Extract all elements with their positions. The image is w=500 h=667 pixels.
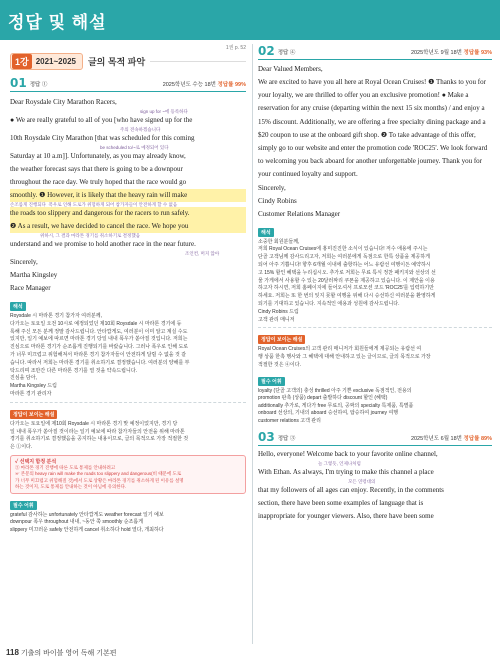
trap-line: 가 너무 미끄럽고 위험해질 것)에서 도로 상황은 마라톤 경기를 취소하게 된 이유를 설명 — [15, 477, 184, 483]
chapter-rule — [150, 61, 246, 62]
passage-paragraph: We are excited to have you all here at Royal Ocean Cruises! ❶ Thanks to you for your loyalty, we are thrilled to offer you an exclusive promotion! ● Make a reservation for any cruise (departing within the next 15 six months) / and enjoy a 15% discount. Additionally, we are offering a free specialty dining package and a $20 coupon to use at the onboard gift shop. ❷ To take advantage of this offer, simply go to our website and enter the promotion code 'ROC25'. We look forward to welcoming you back aboard for another unforgettable journey. Thank you for your continued loyalty and support. — [258, 78, 488, 179]
passage-line: section, there have been some examples of language that is — [258, 499, 424, 508]
passage-line: the weather forecast says that there is going to be a downpour — [10, 165, 183, 173]
solution-line: 적절한 것은 ④이다. — [258, 361, 301, 368]
translation-line: 있지만, 일기 예보에 따르면 마라톤 경기 당일 내내 폭우가 쏟아질 것입니다. 저희는 — [10, 336, 188, 343]
translation-line: Roysdale 시 마라톤 경기 참가자 여러분께, — [10, 313, 102, 319]
passage-line: Martha Kingsley — [10, 271, 58, 279]
vocab-line: grateful 감사하는 unfortunately 안타깝게도 weather forecast 일기 예보 — [10, 511, 164, 518]
closing-line: Customer Relations Manager — [258, 209, 341, 218]
question-answer: 정답 ③ — [277, 436, 296, 443]
vocab-note: be scheduled to/~로 예정되어 있다 — [100, 145, 169, 150]
passage-line: ● We are really grateful to all of you [who have signed up for the — [10, 116, 193, 124]
vocab-line: onboard 선상의, 기내의 aboard 승선하여, 탑승하여 journey 여행 — [258, 410, 399, 417]
vocab-note: 조언컨, 머지 않아 — [185, 251, 220, 256]
trap-line: 하는 것이지, 도로 통제를 안내하는 것이 아님에 유의한다. — [15, 484, 127, 490]
vocab-line: customer relations 고객 관리 — [258, 417, 321, 424]
solution-line: 경기를 취소하기로 결정했음을 공지하는 내용이므로, 글의 목적으로 가장 적절한 것 — [10, 436, 189, 443]
solution-label: 정답이 보이는 해설 — [258, 335, 305, 344]
header-title: 정답 및 해설 — [8, 13, 107, 32]
closing-line: Sincerely, — [258, 183, 286, 192]
translation-line: 하고자 하시면, 저희 홈페이지에 들어오셔서 프로모션 코드 'ROC25'를 입력하기만 — [258, 285, 434, 292]
vocab-line: loyalty (단골 고객의) 충성 thrilled 아주 기쁜 exclusive 독점적인, 전용의 — [258, 387, 412, 394]
section-divider — [10, 402, 246, 403]
accuracy-rate: 정답률 89% — [463, 436, 492, 443]
translation-line: 단골 고객님께 감사드리고자, 저희는 여러분에게 독점으로 한특 상품을 제공하게 — [258, 254, 430, 261]
passage-line: Hello, everyone! Welcome back to your favorite online channel, — [258, 450, 438, 459]
passage-line: inappropriate for younger viewers. Also, there have been some — [258, 512, 434, 521]
vocab-label: 필수 어휘 — [258, 377, 285, 386]
vocab-note: 손조롭게 진행되다 — [10, 202, 47, 207]
question-number: 02 — [258, 44, 275, 58]
passage-line: throughout the race day. We truly hoped that the race would go — [10, 178, 187, 186]
chapter-badge — [10, 53, 83, 70]
passage-line: 10th Roysdale City Marathon [that was scheduled for this coming — [10, 134, 195, 142]
solution-label: 정답이 보이는 해설 — [10, 410, 57, 419]
translation-label: 해석 — [10, 302, 26, 311]
passage-line-key: the roads too slippery and dangerous for the racers to run safely. — [10, 207, 246, 220]
exam-source: 2025학년도 수능 18번 — [162, 82, 216, 88]
solution-line: 은 ①이다. — [10, 444, 33, 451]
left-column — [10, 44, 246, 534]
letter-salutation: Dear Valued Members, — [258, 65, 323, 73]
translation-line: 소중한 회원분들께, — [258, 238, 300, 245]
vocab-line: slippery 미끄러운 safely 안전하게 cancel 취소하다 hold 열다, 개최하다 — [10, 526, 164, 533]
solution-line: 다가오는 토요일에 제10회 Roysdale 시 마라톤 경기 맞 예정이었지만, 경기 당 — [10, 420, 178, 427]
vocab-note: sign up for ~에 등록하다 — [140, 109, 188, 114]
solution-line: 행 상품 한촉 행사와 그 혜택에 대해 안내하고 있는 글이므로, 글의 목적으로 가장 — [258, 354, 431, 361]
translation-line: Martha Kingsley 드림 — [10, 383, 57, 390]
translation-line: 마라톤 경기 관리자 — [10, 390, 52, 397]
question-answer: 정답 ① — [29, 82, 48, 88]
translation-line: 물 가게에서 사용할 수 있는 20달러짜리 쿠폰을 제공하고 있습니다. 이 제안을 이용 — [258, 277, 435, 284]
translation-line: 고객 관리 매니저 — [258, 316, 295, 323]
exam-source: 2025학년도 6월 18번 — [410, 436, 462, 443]
chapter-banner — [10, 53, 246, 70]
question-3-header — [258, 430, 492, 446]
translation-line: 저희 Royal Ocean Cruises에 홍미진진한 소식이 있습니다! 저수 애용에 주시는 — [258, 246, 428, 253]
book-reference: 1권 p. 52 — [225, 45, 246, 51]
trap-line: ☞ 본문의 heavy rain will make the roads too slippery and dangerous(비 때문에 도로 — [15, 471, 182, 477]
chapter-number: 1강 — [12, 54, 32, 69]
exam-source: 2025학년도 9월 18번 — [410, 50, 462, 56]
trap-analysis-box — [10, 455, 246, 494]
translation-line: Cindy Robins 드림 — [258, 308, 299, 315]
vocab-line: promotion 판촉 (상품) depart 출발하다 discount 할인 (혜택) — [258, 395, 388, 402]
vocab-note: 위하시, 그 결과 마라톤 경기를 취소하기로 결정했음 — [40, 233, 141, 238]
column-divider — [252, 44, 253, 644]
trap-line: ⑤ 마라톤 경기 진행에 따른 도로 통제를 안내하려고 — [15, 464, 116, 470]
passage-line: that my followers of all ages can enjoy. Recently, in the comments — [258, 486, 444, 495]
section-divider — [258, 327, 492, 328]
passage-line: Race Manager — [10, 284, 51, 292]
question-answer: 정답 ④ — [277, 50, 296, 56]
vocab-note: 늘 그렇듯, 언제나처럼 — [318, 461, 361, 467]
vocab-note: 주의 전속하겠습니다 — [120, 127, 161, 132]
answer-key-header — [0, 0, 500, 40]
chapter-title: 글의 목적 파악 — [87, 57, 146, 67]
right-column — [258, 44, 492, 523]
chapter-range: 2021~2025 — [35, 57, 76, 66]
question-1-header — [10, 76, 246, 92]
solution-line: Royal Ocean Cruises의 고객 관리 매니저가 회원들에게 제공되는 유람선 여 — [258, 346, 422, 353]
translation-line: 가 너무 미끄럽고 위험해져서 마라톤 경기 참가자들이 안전하게 달릴 수 없을 것 같 — [10, 351, 187, 358]
page-footer — [6, 648, 117, 658]
translation-line: 습니다. 따라서 저희는 마라톤 경기를 취소하기로 결정했습니다. 여러분의 양해를 부 — [10, 359, 190, 366]
passage-line: Sincerely, — [10, 258, 38, 266]
trap-title: ✓ 선택지 함정 분석 — [15, 458, 57, 465]
vocab-line: downpour 폭우 throughout 내내, ~동안 쭉 smoothly 순조롭게 — [10, 519, 144, 526]
translation-line: 록해 주신 모든 분께 정말 감사드립니다. 안타깝게도, 여러분이 이미 알고 계실 수도 — [10, 328, 188, 335]
translation-line: 고 15% 할인 혜택을 누리십시오. 추가로 저희는 무료 특식 정찬 패키지와 선상의 선 — [258, 269, 436, 276]
passage-line: With Ethan. As always, I'm trying to make this channel a place — [258, 468, 434, 477]
passage-line-key: ❷ As a result, we have decided to cancel the race. We hope you — [10, 220, 246, 233]
vocab-label: 필수 어휘 — [10, 501, 37, 510]
vocab-line: additionally 추가로, 게다가 free 무료의, 공짜의 specialty 특제품, 특별품 — [258, 402, 414, 409]
translation-label: 해석 — [258, 228, 274, 237]
vocab-note: 폭우로 인해 도로가 위험하게 되어 참가자들이 안전하게 할 수 없음 — [48, 202, 178, 207]
question-meta — [163, 80, 246, 88]
translation-line: 되어 아주 기쁩니다! 향후 6개월 이내에 출항하는 어느 유람선 여행이든 예약하시 — [258, 262, 431, 269]
accuracy-rate: 정답률 93% — [463, 50, 492, 56]
passage-line-key: smoothly. ❶ However, it is likely that the heavy rain will make — [10, 189, 246, 202]
page-number: 118 — [6, 648, 19, 657]
translation-line: 탁드리며 조만간 다른 마라톤 경기를 열 것을 약속드립니다. — [10, 367, 138, 374]
question-number: 03 — [258, 430, 275, 445]
question-2-header — [258, 44, 492, 60]
passage-line: understand and we promise to hold another race in the near future. — [10, 240, 196, 248]
solution-line: 일 내내 폭우가 쏟아질 것이라는 일기 예보에 따라 참가자들의 안전을 위해 마라톤 — [10, 428, 185, 435]
question-number: 01 — [10, 76, 27, 90]
vocab-note: 모든 연령대의 — [348, 479, 376, 485]
translation-line: 다가오는 토요일 오전 10시로 예정되었던 제10회 Roysdale 시 마라톤 경기에 등 — [10, 320, 182, 327]
question-meta — [411, 48, 492, 56]
translation-line: 진심을 담아, — [10, 375, 37, 382]
closing-line: Cindy Robins — [258, 196, 297, 205]
question-meta — [411, 434, 492, 442]
translation-line: 하세요. 저희는 또 한 번의 잊지 못할 여행을 위해 다시 승선하신 여러분을 환영하게 — [258, 293, 436, 300]
translation-line: 진심으로 마라톤 경기가 순조롭게 진행되기를 바랐습니다. 그러나 폭우로 인해 도로 — [10, 344, 189, 351]
passage-line: Saturday at 10 a.m]]. Unfortunately, as you may already know, — [10, 152, 186, 160]
book-title: 기출의 바이블 영어 독해 기본편 — [20, 650, 117, 657]
accuracy-rate: 정답률 99% — [217, 82, 246, 88]
translation-line: 되기를 기대하고 있습니다. 지속적인 애용과 성원에 감사드립니다. — [258, 301, 400, 307]
letter-salutation: Dear Roysdale City Marathon Racers, — [10, 98, 117, 106]
